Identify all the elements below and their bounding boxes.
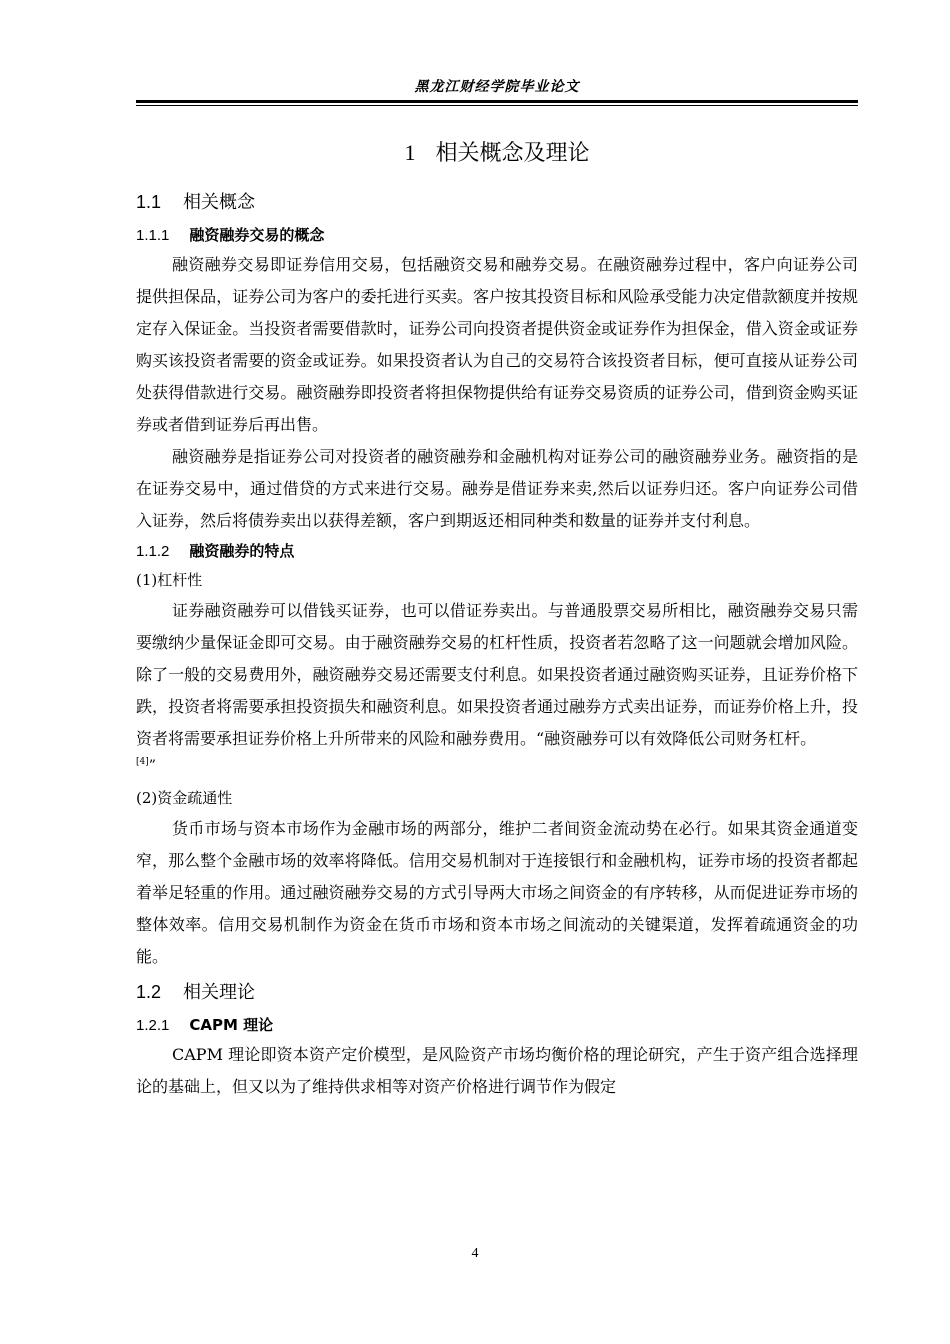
header-rule-thin xyxy=(136,105,858,106)
list-item-liquidity: (2)资金疏通性 xyxy=(136,789,233,807)
citation-line xyxy=(136,755,858,777)
paragraph-5: CAPM 理论即资本资产定价模型，是风险资产市场均衡价格的理论研究，产生于资产组合选择理论的基础上，但又以为了维持供求相等对资产价格进行调节作为假定 xyxy=(136,1045,858,1096)
closing-quote: ” xyxy=(148,758,156,774)
subsection-heading-1-1-2 xyxy=(136,537,858,565)
section-title: 相关概念 xyxy=(183,192,256,213)
subsection-number: 1.1.2 xyxy=(136,543,170,560)
paragraph-2: 融资融券是指证券公司对投资者的融资融券和金融机构对证券公司的融资融券业务。融资指的是在证券交易中，通过借贷的方式来进行交易。融券是借证券来卖,然后以证券归还。客户向证券公司借入证券，然后将债券卖出以获得差额，客户到期返还相同种类和数量的证券并支付利息。 xyxy=(136,447,858,530)
running-header: 黑龙江财经学院毕业论文 xyxy=(414,79,580,95)
chapter-number: 1 xyxy=(404,140,416,165)
chapter-title: 相关概念及理论 xyxy=(435,141,590,166)
page-body xyxy=(136,128,858,1103)
page-number: 4 xyxy=(471,1246,479,1261)
citation-ref: [4] xyxy=(136,757,149,767)
subsection-title: 融资融券的特点 xyxy=(189,542,295,560)
subsection-title: CAPM 理论 xyxy=(189,1016,274,1034)
subsection-heading-1-1-1 xyxy=(136,221,858,249)
section-title: 相关理论 xyxy=(183,982,256,1003)
subsection-title: 融资融券交易的概念 xyxy=(189,226,325,244)
chapter-heading xyxy=(136,136,858,167)
subsection-number: 1.2.1 xyxy=(136,1017,170,1034)
section-heading-1-1 xyxy=(136,187,858,217)
section-heading-1-2 xyxy=(136,977,858,1007)
paragraph-4: 货币市场与资本市场作为金融市场的两部分，维护二者间资金流动势在必行。如果其资金通道变窄，那么整个金融市场的效率将降低。信用交易机制对于连接银行和金融机构，证券市场的投资者都起着举足轻重的作用。通过融资融券交易的方式引导两大市场之间资金的有序转移，从而促进证券市场的整体效率。信用交易机制作为资金在货币市场和资本市场之间流动的关键渠道，发挥着疏通资金的功能。 xyxy=(136,819,858,966)
section-number: 1.2 xyxy=(136,982,162,1002)
subsection-heading-1-2-1 xyxy=(136,1011,858,1039)
header-rule-thick xyxy=(136,100,858,103)
subsection-number: 1.1.1 xyxy=(136,227,170,244)
paragraph-3: 证券融资融券可以借钱买证券，也可以借证券卖出。与普通股票交易所相比，融资融券交易只需要缴纳少量保证金即可交易。由于融资融券交易的杠杆性质，投资者若忽略了这一问题就会增加风险。除了一般的交易费用外，融资融券交易还需要支付利息。如果投资者通过融资购买证券，且证券价格下跌，投资者将需要承担投资损失和融资利息。如果投资者通过融券方式卖出证券，而证券价格上升，投资者将需要承担证券价格上升所带来的风险和融券费用。“融资融券可以有效降低公司财务杠杆。 xyxy=(136,601,858,748)
list-item-leverage: (1)杠杆性 xyxy=(136,571,203,589)
section-number: 1.1 xyxy=(136,192,162,212)
paragraph-1: 融资融券交易即证券信用交易，包括融资交易和融券交易。在融资融券过程中，客户向证券公司提供担保品，证券公司为客户的委托进行买卖。客户按其投资目标和风险承受能力决定借款额度并按规定存入保证金。当投资者需要借款时，证券公司向投资者提供资金或证券作为担保金，借入资金或证券购买该投资者需要的资金或证券。如果投资者认为自己的交易符合该投资者目标，便可直接从证券公司处获得借款进行交易。融资融券即投资者将担保物提供给有证券交易资质的证券公司，借到资金购买证券或者借到证券后再出售。 xyxy=(136,255,858,434)
